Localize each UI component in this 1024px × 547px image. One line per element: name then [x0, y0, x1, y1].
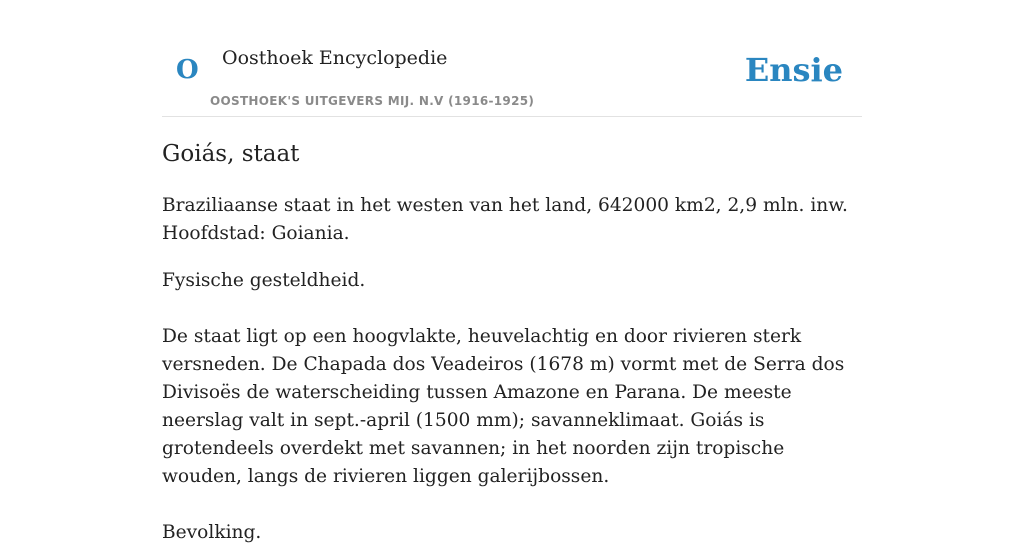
site-title[interactable]: Oosthoek Encyclopedie [222, 47, 448, 69]
logo-icon[interactable]: O [176, 55, 199, 85]
article [162, 134, 862, 547]
site-header [162, 0, 862, 117]
section-heading-physical: Fysische gesteldheid. [162, 270, 366, 291]
section-heading-population: Bevolking. [162, 522, 262, 543]
publisher-subtitle: OOSTHOEK'S UITGEVERS MIJ. N.V (1916-1925) [210, 94, 535, 108]
article-paragraph: De staat ligt op een hoogvlakte, heuvelachtig en door rivieren sterk versneden. De Chapada dos Veadeiros (1678 m) vormt met de Serra dos Divisoës de waterscheiding tussen Amazone en Parana. De meeste neerslag valt in sept.-april (1500 mm); savanneklimaat. Goiás is grotendeels overdekt met savannen; in het noorden zijn tropische wouden, langs de rivieren liggen galerijbossen. [162, 326, 845, 487]
article-title: Goiás, staat [162, 141, 300, 167]
brand-logo[interactable]: Ensie [744, 51, 843, 89]
article-paragraph: Braziliaanse staat in het westen van het land, 642000 km2, 2,9 mln. inw. Hoofdstad: Goiania. [162, 195, 848, 244]
